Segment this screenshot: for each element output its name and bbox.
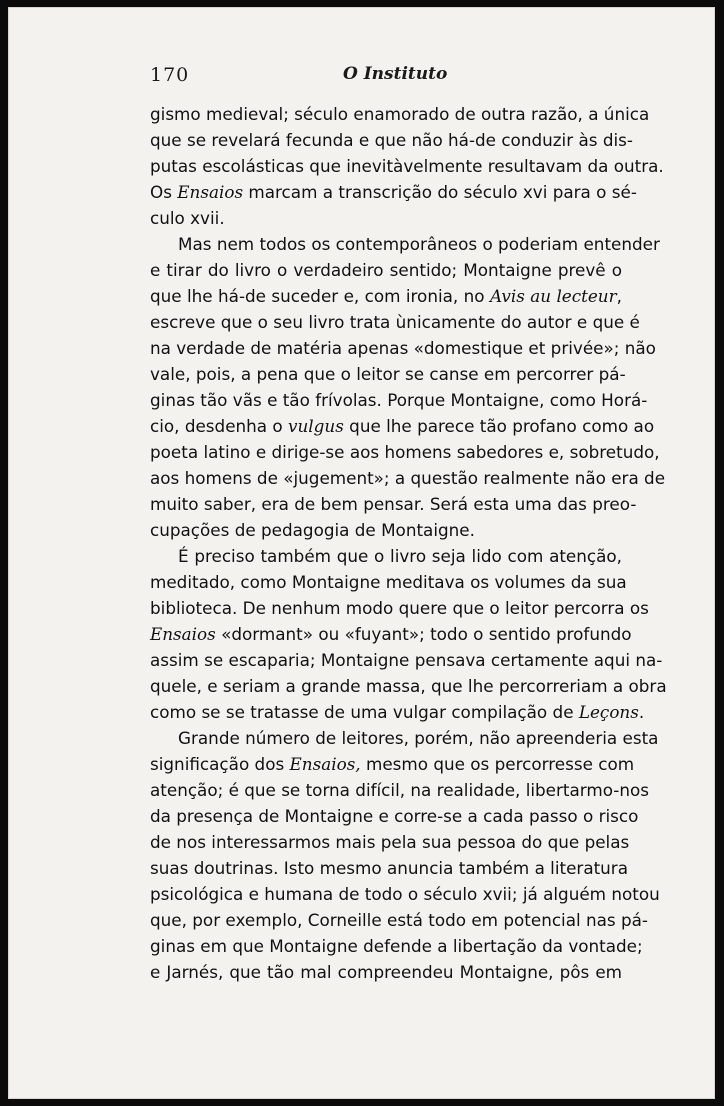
page-number: 170 [150, 64, 190, 86]
text-line [150, 959, 622, 985]
text-run: marcam a transcrição do século xvi para o sé- [243, 182, 637, 202]
page-header [150, 62, 622, 92]
paragraph [150, 543, 667, 725]
text-run: putas escolásticas que inevitàvelmente resultavam da outra. [150, 156, 664, 176]
text-line [150, 907, 648, 933]
text-line [150, 699, 645, 725]
body-text [150, 101, 667, 985]
text-line [150, 283, 622, 309]
text-line [150, 621, 632, 647]
text-run: «dormant» ou «fuyant»; todo o sentido profundo [215, 624, 632, 644]
text-line [150, 231, 660, 257]
text-run: como se se tratasse de uma vulgar compilação de [150, 702, 579, 722]
text-line [150, 153, 664, 179]
text-line [150, 387, 648, 413]
text-run: gismo medieval; século enamorado de outra razão, a única [150, 104, 650, 124]
text-line [150, 517, 622, 543]
text-run: , [616, 286, 622, 306]
text-run: poeta latino e dirige-se aos homens sabedores e, sobretudo, [150, 442, 660, 462]
text-line [150, 491, 637, 517]
text-run: suas doutrinas. Isto mesmo anuncia também a literatura [150, 858, 628, 878]
italic-text: vulgus [288, 416, 344, 436]
text-line [150, 881, 660, 907]
text-line [150, 803, 639, 829]
text-run: significação dos [150, 754, 290, 774]
italic-text: Leçons [578, 702, 639, 722]
text-line [150, 569, 627, 595]
paragraph [150, 725, 660, 985]
text-run: na verdade de matéria apenas «domestique et privée»; não [150, 338, 656, 358]
text-run: quele, e seriam a grande massa, que lhe percorreriam a obra [150, 676, 667, 696]
text-line [150, 829, 630, 855]
text-run: mesmo que os percorresse com [360, 754, 635, 774]
text-line [150, 751, 635, 777]
paragraph [150, 101, 664, 231]
text-line [150, 257, 622, 283]
text-run: Mas nem todos os contemporâneos o poderiam entender [178, 234, 660, 254]
text-run: Grande número de leitores, porém, não apreenderia esta [178, 728, 659, 748]
text-run: e Jarnés, que tão mal compreendeu Montaigne, pôs em [150, 962, 622, 982]
italic-text: Ensaios, [289, 754, 361, 774]
text-line [150, 933, 643, 959]
text-line [150, 777, 649, 803]
text-line [150, 439, 660, 465]
text-run: vale, pois, a pena que o leitor se canse em percorrer pá- [150, 364, 626, 384]
text-line [150, 309, 640, 335]
text-run: atenção; é que se torna difícil, na realidade, libertarmo-nos [150, 780, 649, 800]
text-line [150, 361, 626, 387]
text-line [150, 413, 655, 439]
text-run: e tirar do livro o verdadeiro sentido; Montaigne prevê o [150, 260, 622, 280]
text-line [150, 101, 650, 127]
text-line [150, 855, 628, 881]
italic-text: Avis au lecteur [489, 286, 617, 306]
text-line [150, 725, 659, 751]
text-line [150, 205, 622, 231]
text-run: Os [150, 182, 178, 202]
text-run: assim se escaparia; Montaigne pensava certamente aqui na- [150, 650, 663, 670]
text-line [150, 127, 633, 153]
text-line [150, 673, 667, 699]
text-line [150, 335, 656, 361]
text-run: psicológica e humana de todo o século xvii; já alguém notou [150, 884, 660, 904]
text-run: É preciso também que o livro seja lido com atenção, [178, 546, 622, 566]
text-run: que, por exemplo, Corneille está todo em potencial nas pá- [150, 910, 648, 930]
italic-text: Ensaios [177, 182, 244, 202]
running-title: O Instituto [343, 64, 448, 84]
text-run: escreve que o seu livro trata ùnicamente do autor e que é [150, 312, 640, 332]
text-run: ginas em que Montaigne defende a libertação da vontade; [150, 936, 643, 956]
text-run: meditado, como Montaigne meditava os volumes da sua [150, 572, 627, 592]
text-run: ginas tão vãs e tão frívolas. Porque Montaigne, como Horá- [150, 390, 648, 410]
text-line [150, 465, 666, 491]
text-run: cio, desdenha o [150, 416, 289, 436]
italic-text: Ensaios [150, 624, 216, 644]
text-run: culo xvii. [150, 208, 225, 228]
text-line [150, 179, 637, 205]
text-run: que lhe há-de suceder e, com ironia, no [150, 286, 490, 306]
paragraph [150, 231, 666, 543]
text-run: muito saber, era de bem pensar. Será esta uma das preo- [150, 494, 637, 514]
text-line [150, 595, 649, 621]
text-run: de nos interessarmos mais pela sua pessoa do que pelas [150, 832, 630, 852]
text-run: . [638, 702, 645, 722]
text-run: aos homens de «jugement»; a questão realmente não era de [150, 468, 666, 488]
text-run: que se revelará fecunda e que não há-de conduzir às dis- [150, 130, 633, 150]
text-run: cupações de pedagogia de Montaigne. [150, 520, 475, 540]
text-run: biblioteca. De nenhum modo quere que o leitor percorra os [150, 598, 649, 618]
text-run: que lhe parece tão profano como ao [343, 416, 655, 436]
text-line [150, 647, 663, 673]
text-run: da presença de Montaigne e corre-se a cada passo o risco [150, 806, 639, 826]
text-line [150, 543, 622, 569]
